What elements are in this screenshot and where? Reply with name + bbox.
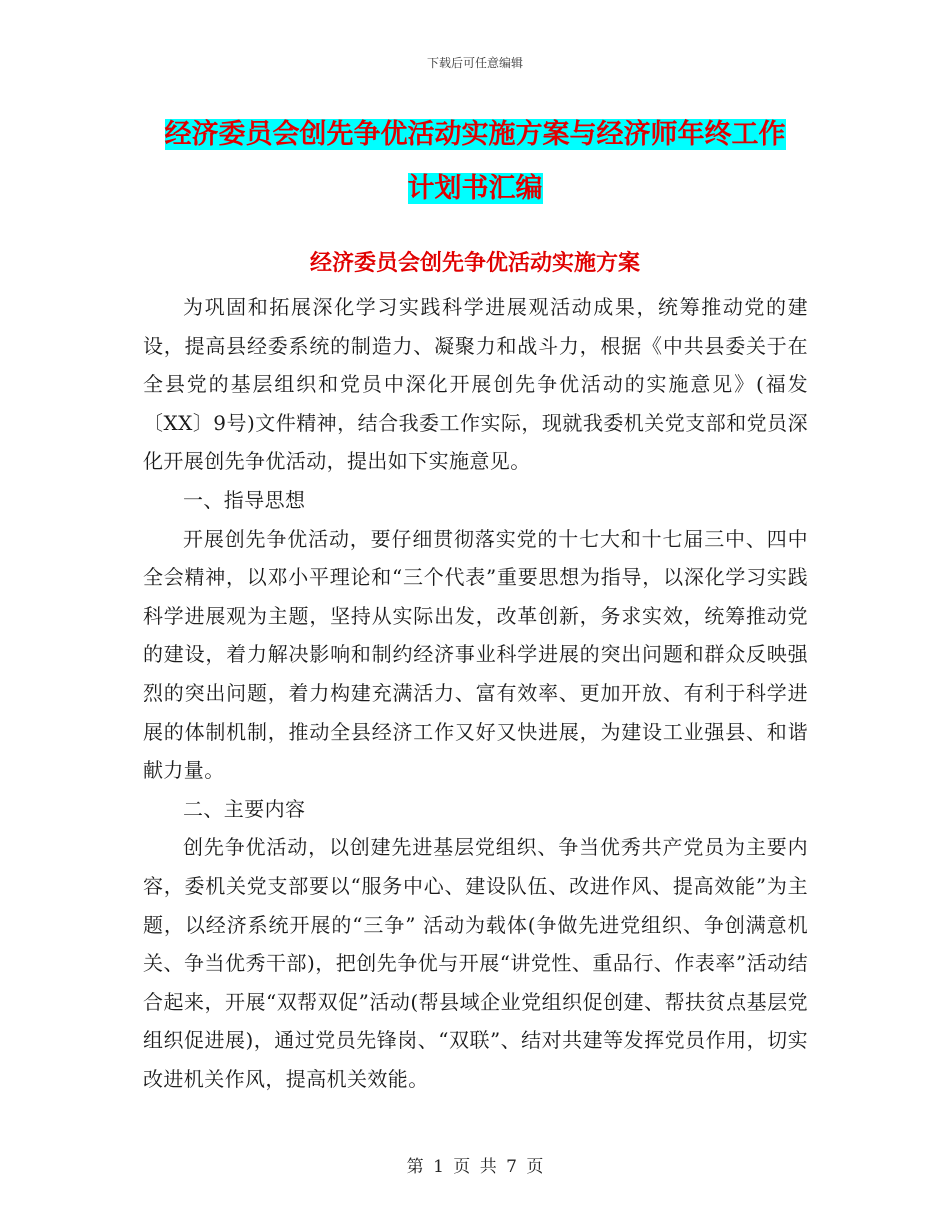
document-title: [140, 108, 810, 216]
paragraph-guiding-ideology: 开展创先争优活动，要仔细贯彻落实党的十七大和十七届三中、四中全会精神，以邓小平理论和“三个代表”重要思想为指导，以深化学习实践科学进展观为主题，坚持从实际出发，改革创新，务求实效，统筹推动党的建设，着力解决影响和制约经济事业科学进展的突出问题和群众反映强烈的突出问题，着力构建充满活力、富有效率、更加开放、有利于科学进展的体制机制，推动全县经济工作又好又快进展，为建设工业强县、和谐献力量。: [143, 526, 808, 783]
heading-guiding-ideology: 一、指导思想: [183, 487, 306, 512]
page-header-note: 下载后可任意编辑: [426, 56, 523, 70]
page-number: 第 1 页 共 7 页: [406, 1157, 544, 1177]
paragraph-main-content: 创先争优活动，以创建先进基层党组织、争当优秀共产党员为主要内容，委机关党支部要以“服务中心、建设队伍、改进作风、提高效能”为主题，以经济系统开展的“三争” 活动为载体(争做先进党组织、争创满意机关、争当优秀干部)，把创先争优与开展“讲党性、重品行、作表率”活动结合起来，开展“双帮双促”活动(帮县域企业党组织促创建、帮扶贫点基层党组织促进展)，通过党员先锋岗、“双联”、结对共建等发挥党员作用，切实改进机关作风，提高机关效能。: [143, 835, 808, 1091]
document-body: [143, 288, 808, 1098]
document-title-line-2: 计划书汇编: [407, 173, 543, 204]
paragraph-intro: 为巩固和拓展深化学习实践科学进展观活动成果，统筹推动党的建设，提高县经委系统的制造力、凝聚力和战斗力，根据《中共县委关于在全县党的基层组织和党员中深化开展创先争优活动的实施意见》(福发〔XX〕9号)文件精神，结合我委工作实际，现就我委机关党支部和党员深化开展创先争优活动，提出如下实施意见。: [143, 295, 808, 474]
heading-main-content: 二、主要内容: [183, 796, 306, 821]
section-title: 经济委员会创先争优活动实施方案: [309, 251, 640, 276]
document-title-line-1: 经济委员会创先争优活动实施方案与经济师年终工作: [164, 119, 786, 150]
